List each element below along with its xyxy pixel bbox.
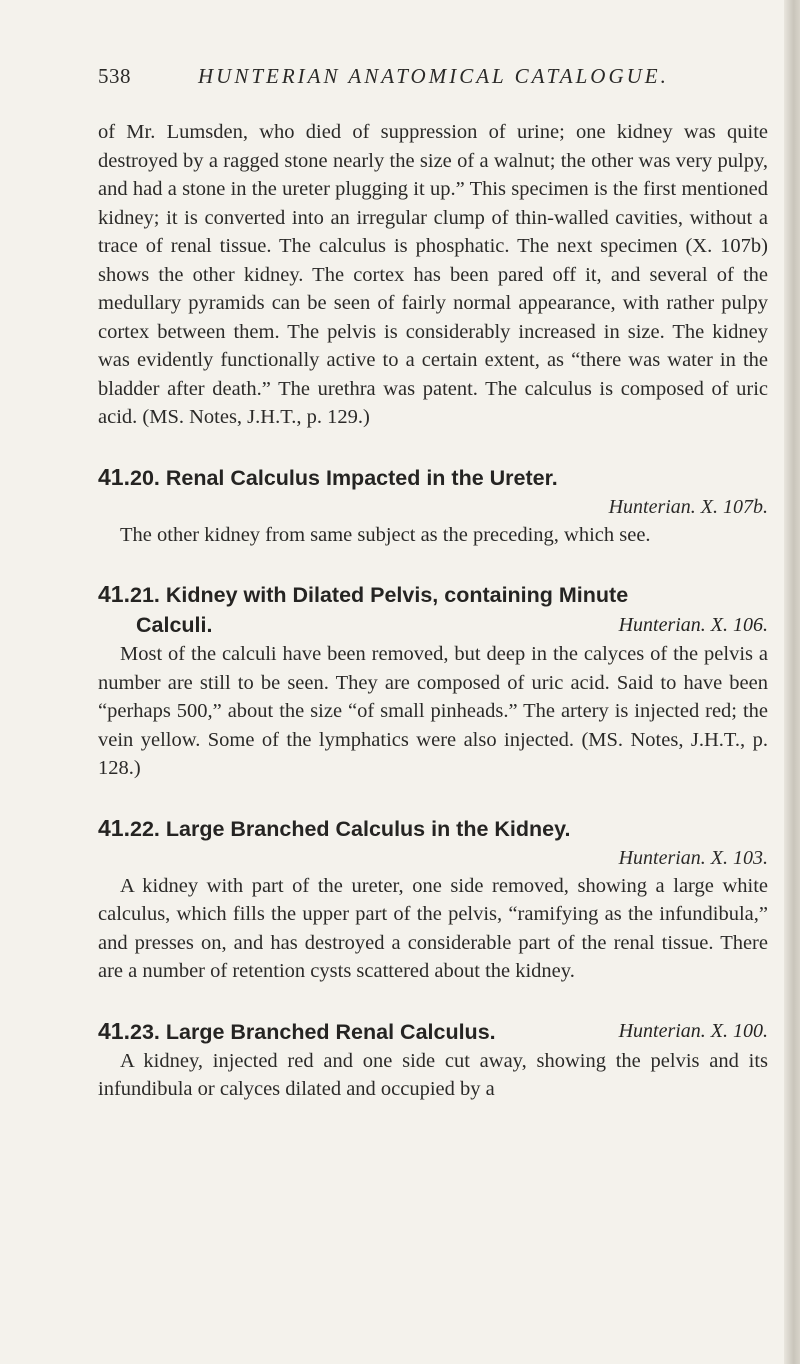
reference-code: X. 106. [710,614,768,636]
entry-title-continued: Calculi. [136,613,213,637]
page-number: 538 [98,64,131,88]
entry-heading [98,1016,768,1047]
page-edge-shadow [784,0,800,1364]
reference-code: X. 100. [710,1019,768,1042]
entry-reference [619,1016,768,1046]
entry-title: Kidney with Dilated Pelvis, containing Minute [165,583,629,607]
catalogue-entry-41-22 [98,813,768,986]
reference-label: Hunterian. [618,846,706,869]
entry-text: A kidney with part of the ureter, one side removed, showing a large white calculus, which fills the upper part of the pelvis, “ramifying as the infundibula,” and presses on, and has destroyed a considerable part of the renal tissue. There are a number of retention cysts scattered about the kidney. [98,874,768,982]
reference-code: X. 107b. [700,495,768,518]
reference-label: Hunterian. [608,495,696,518]
catalogue-entry-41-20 [98,462,768,550]
entry-heading [98,462,768,493]
reference-label: Hunterian. [618,1019,706,1042]
entry-number: 41.22. [98,814,160,841]
entry-number: 41.20. [98,463,160,490]
entry-number: 41.21. [98,581,160,607]
page-body [98,118,768,1104]
entry-title: Large Branched Renal Calculus. [165,1019,496,1044]
entry-text: Most of the calculi have been removed, but deep in the calyces of the pelvis a number are still to be seen. They are composed of uric acid. Said to have been “perhaps 500,” about the size “of small pinheads.” The artery is injected red; the vein yellow. Some of the lymphatics were also injected. (MS. Notes, J.H.T., p. 128.) [98,643,768,779]
entry-text: A kidney, injected red and one side cut away, showing the pelvis and its infundibula or calyces dilated and occupied by a [98,1049,768,1100]
entry-number: 41.23. [98,1017,160,1044]
running-header [98,64,768,94]
entry-reference [619,610,768,640]
entry-title: Renal Calculus Impacted in the Ureter. [165,465,558,490]
entry-text: The other kidney from same subject as the preceding, which see. [120,523,651,546]
entry-heading-continued [98,610,768,640]
entry-heading [98,579,768,610]
entry-title: Large Branched Calculus in the Kidney. [165,816,571,841]
entry-reference [98,844,768,872]
running-title: HUNTERIAN ANATOMICAL CATALOGUE. [198,64,669,88]
catalogue-entry-41-23 [98,1016,768,1104]
entry-reference [98,493,768,521]
intro-paragraph: of Mr. Lumsden, who died of suppression of urine; one kidney was quite destroyed by a ragged stone nearly the size of a walnut; the other was very pulpy, and had a stone in the ureter plugging it up.” This specimen is the first mentioned kidney; it is converted into an irregular clump of thin-walled cavities, without a trace of renal tissue. The calculus is phosphatic. The next specimen (X. 107b) shows the other kidney. The cortex has been pared off it, and several of the medullary pyramids can be seen of fairly normal appearance, with rather pulpy cortex between them. The pelvis is considerably increased in size. The kidney was evidently functionally active to a certain extent, as “there was water in the bladder after death.” The urethra was patent. The calculus is composed of uric acid. (MS. Notes, J.H.T., p. 129.) [98,121,768,428]
entry-heading [98,813,768,844]
reference-code: X. 103. [710,846,768,869]
reference-label: Hunterian. [618,614,706,636]
catalogue-entry-41-21 [98,579,768,783]
